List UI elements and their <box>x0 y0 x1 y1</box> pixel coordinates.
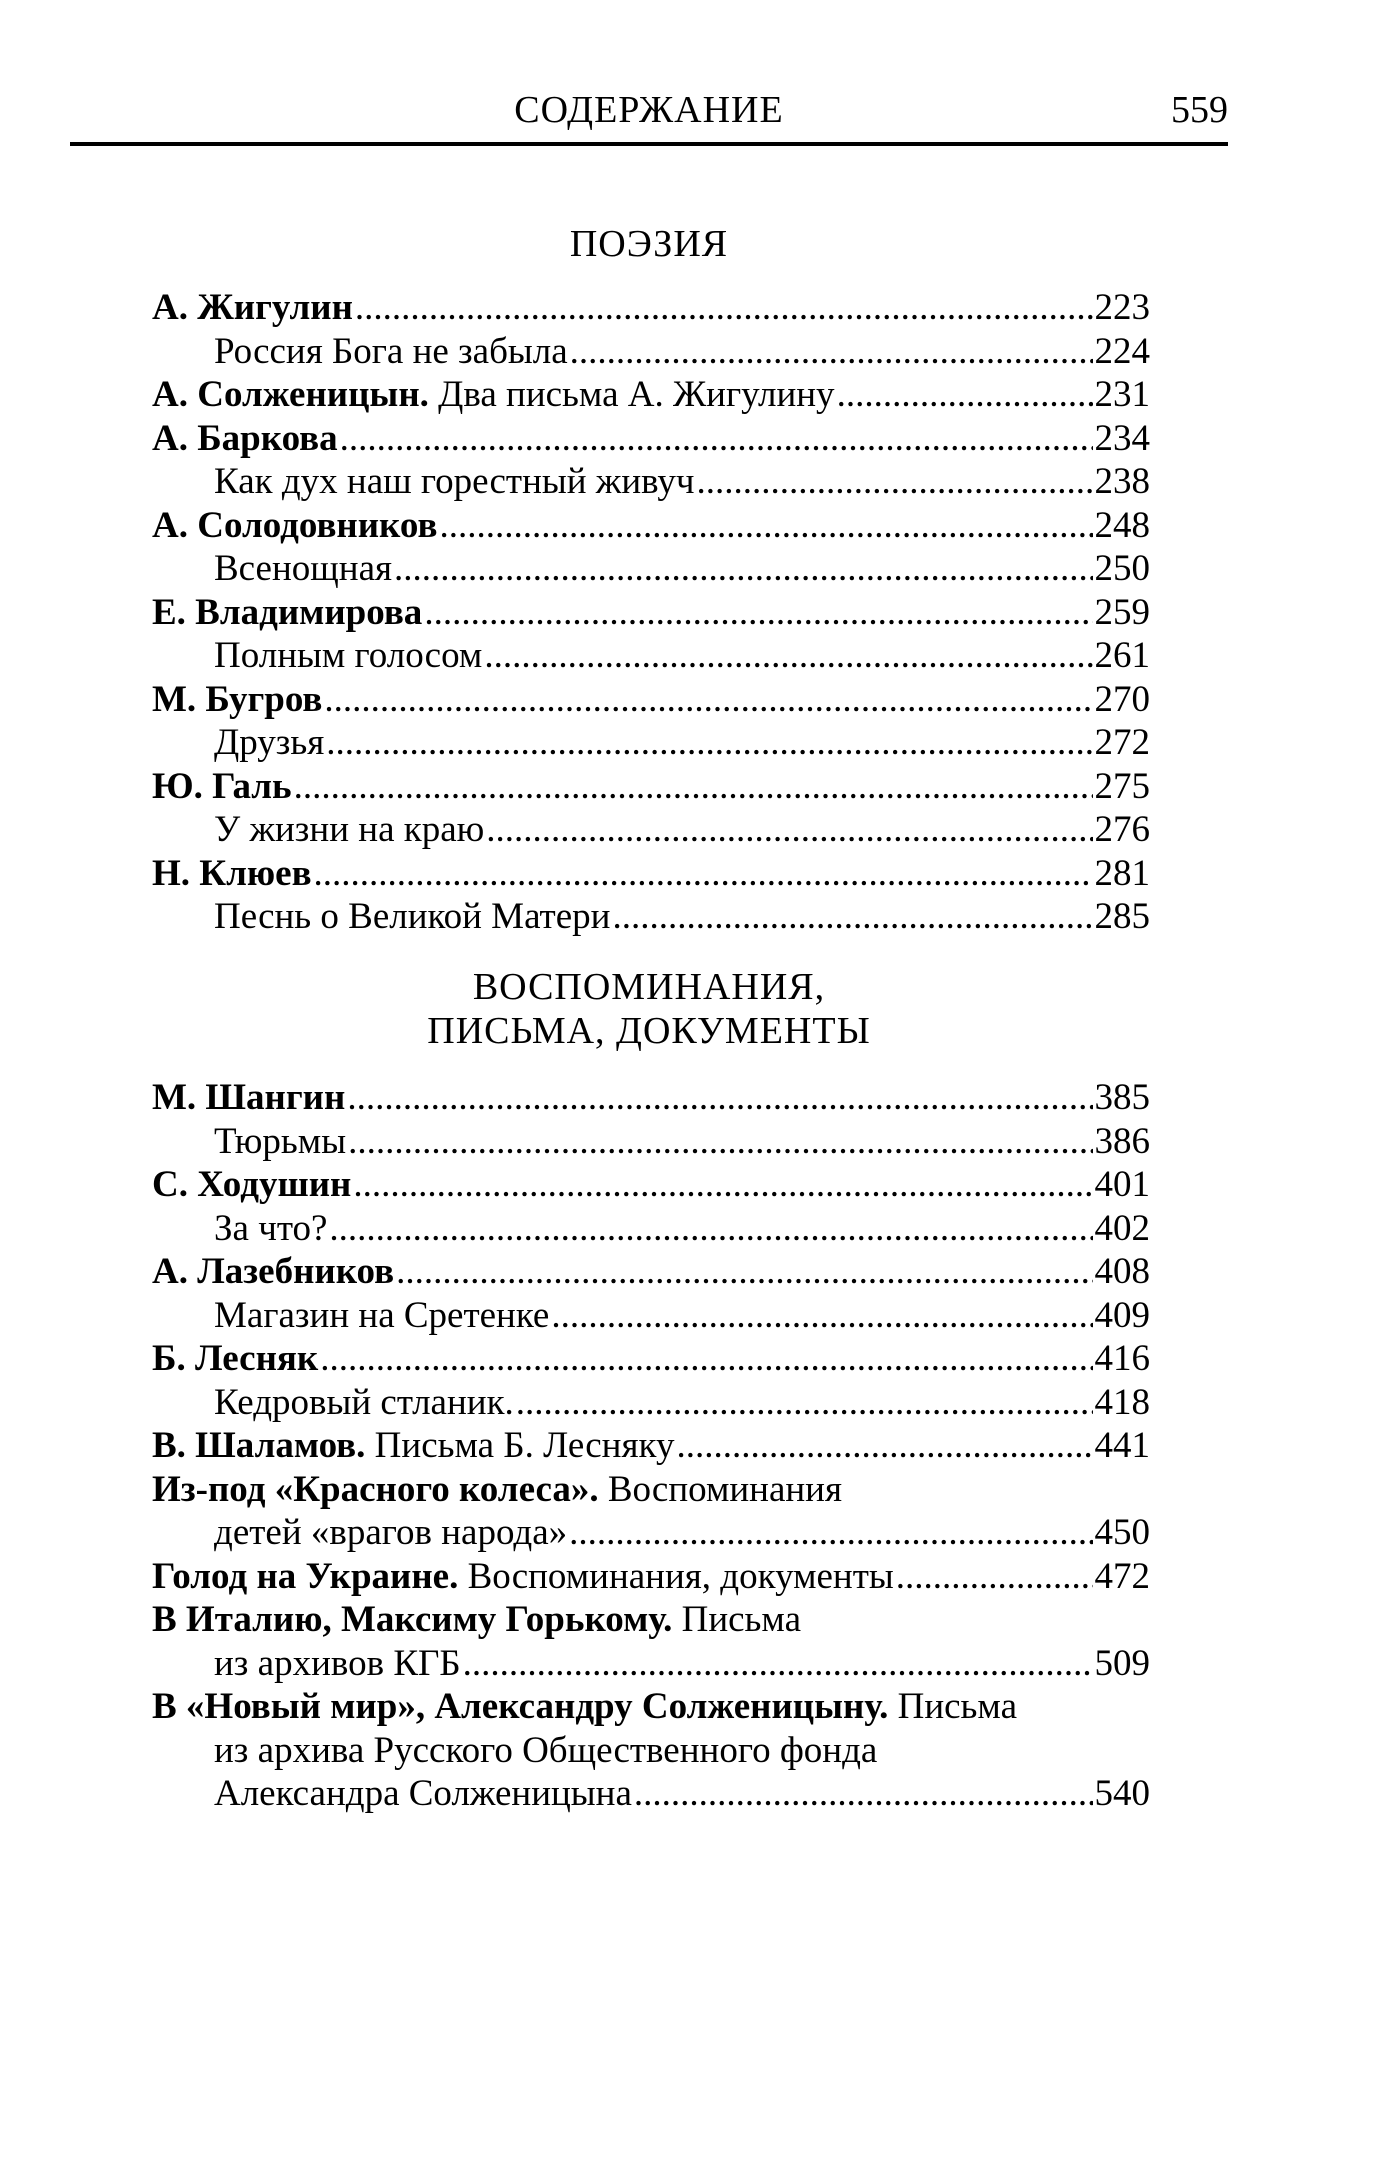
dot-leader <box>396 1250 1092 1294</box>
author-name: Ю. Галь <box>152 765 292 807</box>
toc-entry <box>152 678 1150 722</box>
toc-entry-label <box>152 591 422 635</box>
toc-page-number: 441 <box>1094 1425 1150 1466</box>
author-name: Б. Лесняк <box>152 1338 319 1379</box>
toc-page-number: 275 <box>1094 765 1150 807</box>
work-title: У жизни на краю <box>214 809 485 850</box>
work-title: Всенощная <box>214 548 393 589</box>
work-title: Кедровый стланик. <box>214 1381 514 1423</box>
toc-page-number: 234 <box>1094 417 1150 459</box>
author-name: В «Новый мир», Александру Солженицыну. <box>152 1686 889 1727</box>
toc-page-number: 281 <box>1094 852 1150 894</box>
toc-page-number: 250 <box>1094 548 1150 589</box>
toc-entry <box>152 852 1150 896</box>
toc-poetry <box>152 286 1150 939</box>
toc-page-number: 272 <box>1094 722 1150 763</box>
dot-leader <box>348 1120 1092 1164</box>
author-name: Е. Владимирова <box>152 591 423 633</box>
toc-entry-label <box>152 852 312 896</box>
toc-entry <box>152 286 1150 330</box>
toc-entry-label <box>152 1685 1017 1729</box>
toc-entry-label <box>152 678 322 722</box>
toc-entry <box>152 721 1150 765</box>
toc-entry <box>152 1381 1150 1425</box>
dot-leader <box>439 504 1092 548</box>
toc-entry <box>152 504 1150 548</box>
header-rule <box>70 142 1228 146</box>
dot-leader <box>320 1337 1092 1381</box>
toc-page-number: 285 <box>1094 896 1150 937</box>
author-name: А. Баркова <box>152 417 338 459</box>
dot-leader <box>353 1163 1092 1207</box>
dot-leader <box>340 417 1093 461</box>
toc-entry-label <box>152 504 437 548</box>
toc-entry-label <box>214 460 694 504</box>
toc-entry-label <box>152 286 353 330</box>
toc-entry-label <box>214 1207 327 1251</box>
author-name: М. Шангин <box>152 1077 346 1118</box>
toc-page-number: 385 <box>1094 1077 1150 1118</box>
toc-entry-label <box>214 721 324 765</box>
work-title: Полным голосом <box>214 635 483 676</box>
toc-page-number: 270 <box>1094 678 1150 720</box>
toc-entry <box>152 634 1150 678</box>
section-title-line: ПИСЬМА, ДОКУМЕНТЫ <box>427 1010 871 1052</box>
toc-entry-label <box>214 1772 632 1816</box>
dot-leader <box>329 1207 1092 1251</box>
section-title-memoirs <box>70 965 1228 1053</box>
work-title: Россия Бога не забыла <box>214 330 568 372</box>
toc-entry-label <box>152 417 338 461</box>
toc-entry-label <box>214 1120 346 1164</box>
toc-entry <box>152 895 1150 939</box>
author-name: Н. Клюев <box>152 852 312 894</box>
toc-entry <box>152 417 1150 461</box>
section-title-line: ВОСПОМИНАНИЯ, <box>472 966 826 1008</box>
dot-leader <box>837 373 1093 417</box>
toc-entry <box>152 1294 1150 1338</box>
toc-entry-label <box>214 1381 514 1425</box>
dot-leader <box>355 286 1093 330</box>
toc-entry-label <box>214 895 610 939</box>
dot-leader <box>347 1076 1092 1120</box>
toc-entry <box>152 460 1150 504</box>
work-title: Александра Солженицына <box>214 1773 632 1814</box>
toc-page-number: 401 <box>1094 1164 1150 1205</box>
dot-leader <box>634 1772 1093 1816</box>
toc-page-number: 408 <box>1094 1251 1150 1292</box>
toc-entry-label <box>152 1337 318 1381</box>
toc-entry <box>152 1511 1150 1555</box>
toc-entry-label <box>214 1294 549 1338</box>
toc-entry-label <box>214 808 484 852</box>
toc-entry <box>152 1729 1150 1773</box>
toc-page-number: 540 <box>1094 1773 1150 1814</box>
toc-entry <box>152 1337 1150 1381</box>
author-name: А. Жигулин <box>152 287 353 328</box>
toc-entry-label <box>152 1163 351 1207</box>
toc-entry-label <box>214 547 392 591</box>
toc-memoirs <box>152 1076 1150 1816</box>
dot-leader <box>326 721 1092 765</box>
toc-page-number: 248 <box>1094 504 1150 546</box>
author-name: А. Лазебников <box>152 1251 395 1292</box>
toc-page-number: 276 <box>1094 809 1150 850</box>
toc-entry <box>152 1207 1150 1251</box>
toc-entry-label <box>152 765 292 809</box>
toc-page-number: 450 <box>1094 1512 1150 1553</box>
dot-leader <box>324 678 1092 722</box>
toc-entry-label <box>152 1555 894 1599</box>
author-name: А. Солодовников <box>152 504 438 546</box>
toc-entry-label <box>152 1598 801 1642</box>
dot-leader <box>314 852 1093 896</box>
dot-leader <box>569 1511 1092 1555</box>
toc-page-number: 409 <box>1094 1294 1150 1336</box>
work-title: Песнь о Великой Матери <box>214 896 611 937</box>
work-title: Два письма А. Жигулину <box>428 374 835 415</box>
toc-page-number: 259 <box>1094 591 1150 633</box>
page-number: 559 <box>1171 89 1228 131</box>
toc-entry <box>152 1163 1150 1207</box>
toc-entry-label <box>152 1468 842 1512</box>
work-title: За что? <box>214 1207 328 1249</box>
section-title-poetry <box>70 222 1228 266</box>
dot-leader <box>896 1555 1093 1599</box>
author-name: В. Шаламов. <box>152 1425 366 1466</box>
toc-entry <box>152 1120 1150 1164</box>
toc-entry <box>152 1250 1150 1294</box>
toc-entry-label <box>214 1729 877 1773</box>
work-title: детей «врагов народа» <box>214 1512 568 1553</box>
toc-entry <box>152 373 1150 417</box>
work-title: Письма Б. Лесняку <box>365 1425 675 1466</box>
toc-page-number: 418 <box>1094 1381 1150 1423</box>
dot-leader <box>486 808 1092 852</box>
section-title-line: ПОЭЗИЯ <box>569 223 729 265</box>
toc-entry-label <box>214 634 482 678</box>
toc-entry-label <box>152 1424 674 1468</box>
toc-page-number: 472 <box>1094 1555 1150 1597</box>
toc-entry <box>152 1076 1150 1120</box>
work-title: из архивов КГБ <box>214 1642 461 1684</box>
work-title: Письма <box>888 1686 1017 1727</box>
dot-leader <box>516 1381 1093 1425</box>
dot-leader <box>463 1642 1093 1686</box>
dot-leader <box>484 634 1092 678</box>
dot-leader <box>676 1424 1092 1468</box>
dot-leader <box>394 547 1092 591</box>
toc-page-number: 238 <box>1094 461 1150 502</box>
toc-page-number: 231 <box>1094 374 1150 415</box>
author-name: Из-под «Красного колеса». <box>152 1468 599 1510</box>
work-title: Воспоминания, документы <box>458 1555 894 1597</box>
toc-entry <box>152 1685 1150 1729</box>
toc-entry <box>152 1642 1150 1686</box>
dot-leader <box>570 330 1093 374</box>
toc-entry <box>152 330 1150 374</box>
toc-entry <box>152 1772 1150 1816</box>
author-name: А. Солженицын. <box>152 374 429 415</box>
toc-entry-label <box>214 1642 461 1686</box>
author-name: Голод на Украине. <box>152 1555 459 1597</box>
toc-entry <box>152 1468 1150 1512</box>
toc-entry-label <box>152 1076 345 1120</box>
work-title: Друзья <box>214 722 325 763</box>
toc-entry <box>152 808 1150 852</box>
toc-entry <box>152 765 1150 809</box>
toc-entry <box>152 1555 1150 1599</box>
running-header <box>70 88 1228 140</box>
toc-entry-label <box>152 373 835 417</box>
work-title: Магазин на Сретенке <box>214 1294 550 1336</box>
work-title: из архива Русского Общественного фонда <box>214 1729 878 1771</box>
work-title: Письма <box>672 1599 801 1640</box>
toc-entry-label <box>214 330 568 374</box>
dot-leader <box>696 460 1092 504</box>
dot-leader <box>424 591 1092 635</box>
toc-entry <box>152 1424 1150 1468</box>
author-name: С. Ходушин <box>152 1164 352 1205</box>
toc-page-number: 261 <box>1094 635 1150 676</box>
toc-page-number: 402 <box>1094 1207 1150 1249</box>
toc-page-number: 509 <box>1094 1642 1150 1684</box>
work-title: Как дух наш горестный живуч <box>214 461 695 502</box>
toc-page-number: 416 <box>1094 1338 1150 1379</box>
toc-entry <box>152 547 1150 591</box>
toc-page-number: 386 <box>1094 1120 1150 1162</box>
author-name: В Италию, Максиму Горькому. <box>152 1599 673 1640</box>
toc-page-number: 224 <box>1094 330 1150 372</box>
toc-entry <box>152 591 1150 635</box>
author-name: М. Бугров <box>152 678 323 720</box>
toc-entry <box>152 1598 1150 1642</box>
work-title: Воспоминания <box>598 1468 843 1510</box>
dot-leader <box>551 1294 1092 1338</box>
toc-page-number: 223 <box>1094 287 1150 328</box>
work-title: Тюрьмы <box>214 1120 347 1162</box>
toc-entry-label <box>214 1511 567 1555</box>
toc-entry-label <box>152 1250 394 1294</box>
dot-leader <box>294 765 1093 809</box>
running-header-title: СОДЕРЖАНИЕ <box>514 89 784 131</box>
dot-leader <box>612 895 1092 939</box>
